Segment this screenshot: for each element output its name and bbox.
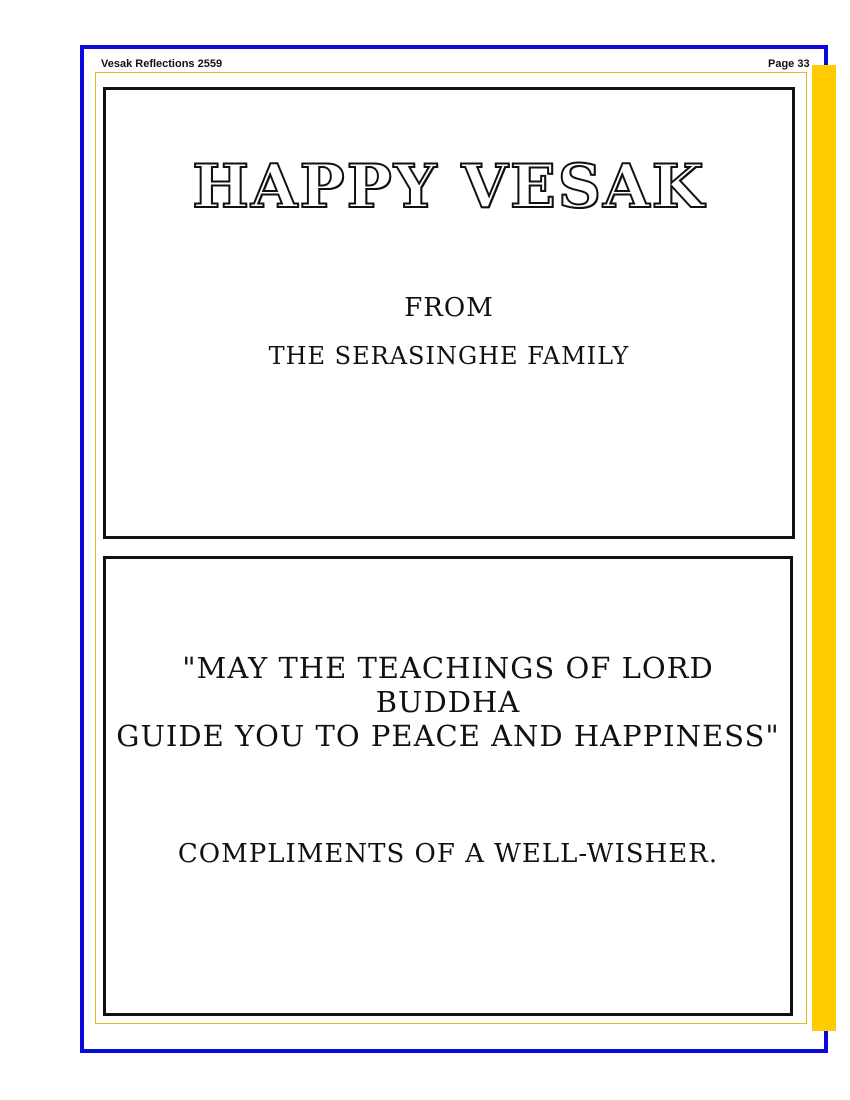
- ad-quote-line-1: "MAY THE TEACHINGS OF LORD BUDDHA: [182, 651, 714, 719]
- gold-side-bar: [812, 65, 836, 1031]
- ad-quote: [116, 651, 780, 753]
- greeting-ad-bottom: [103, 556, 793, 1016]
- ad-compliments: COMPLIMENTS OF A WELL-WISHER.: [177, 839, 719, 869]
- ad-from-label: FROM: [404, 293, 494, 323]
- ad-family-name: THE SERASINGHE FAMILY: [268, 342, 630, 370]
- greeting-ad-top: [103, 87, 795, 539]
- ad-quote-line-2: GUIDE YOU TO PEACE AND HAPPINESS": [116, 719, 780, 753]
- page-number: Page 33: [768, 58, 810, 70]
- publication-title: Vesak Reflections 2559: [101, 58, 223, 70]
- ad-title: HAPPY VESAK: [192, 152, 706, 222]
